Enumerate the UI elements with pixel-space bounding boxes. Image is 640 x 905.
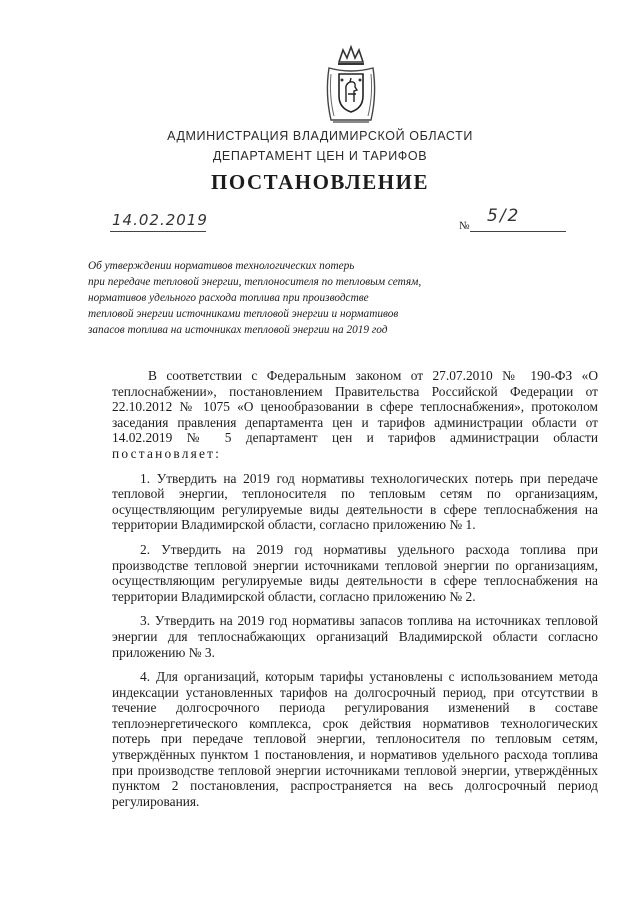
document-title: ПОСТАНОВЛЕНИЕ (211, 170, 429, 194)
coat-of-arms-emblem (321, 44, 381, 126)
document-body (112, 368, 598, 818)
number-underline (470, 231, 566, 232)
preamble-paragraph (112, 368, 598, 462)
department-name: ДЕПАРТАМЕНТ ЦЕН И ТАРИФОВ (212, 149, 428, 163)
subject-line: нормативов удельного расхода топлива при производстве (88, 292, 369, 304)
subject-line: запасов топлива на источниках тепловой энергии на 2019 год (88, 324, 388, 336)
document-date: 14.02.2019 (112, 211, 208, 229)
decree-item-3: 3. Утвердить на 2019 год нормативы запасов топлива на источниках тепловой энергии для теплоснабжающих организаций Владимирской области согласно приложению № 3. (112, 613, 598, 660)
subject-line: тепловой энергии источниками тепловой энергии и нормативов (88, 308, 399, 320)
subject-line: Об утверждении нормативов технологических потерь (88, 260, 355, 272)
decree-item-4: 4. Для организаций, которым тарифы установлены с использованием метода индексации установленных тарифов на долгосрочный период, при отсутствии в течение долгосрочного периода регулирования изменений в составе теплоэнергетического комплекса, срок действия нормативов технологических потерь при передаче тепловой энергии, теплоносителя по тепловым сетям, утверждённых пунктом 1 постановления, и нормативов удельного расхода топлива при производстве тепловой энергии источниками тепловой энергии, утверждённых пунктом 2 постановления, распространяется на весь долгосрочный период регулирования. (112, 669, 598, 809)
number-label: № (459, 220, 470, 232)
preamble-text: В соответствии с Федеральным законом от 27.07.2010 № 190-ФЗ «О теплоснабжении», постановлением Правительства Российской Федерации от 22.10.2012 № 1075 «О ценообразовании в сфере теплоснабжения», протоколом заседания правления департамента цен и тарифов администрации области от 14.02.2019 № 5 департамент цен и тарифов администрации области (112, 368, 598, 446)
document-subject (88, 258, 468, 338)
date-underline (110, 231, 206, 232)
subject-line: при передаче тепловой энергии, теплоносителя по тепловым сетям, (88, 276, 422, 288)
document-number: 5/2 (487, 206, 521, 226)
decree-item-1: 1. Утвердить на 2019 год нормативы технологических потерь при передаче тепловой энергии, теплоносителя по тепловым сетям по организациям, осуществляющим регулируемые виды деятельности в сфере теплоснабжения на территории Владимирской области, согласно приложению № 1. (112, 470, 598, 533)
decree-word: постановляет: (112, 445, 222, 461)
administration-name: АДМИНИСТРАЦИЯ ВЛАДИМИРСКОЙ ОБЛАСТИ (167, 129, 473, 143)
decree-item-2: 2. Утвердить на 2019 год нормативы удельного расхода топлива при производстве тепловой энергии источниками тепловой энергии по организациям, осуществляющим регулируемые виды деятельности в сфере теплоснабжения на территории Владимирской области, согласно приложению № 2. (112, 541, 598, 604)
